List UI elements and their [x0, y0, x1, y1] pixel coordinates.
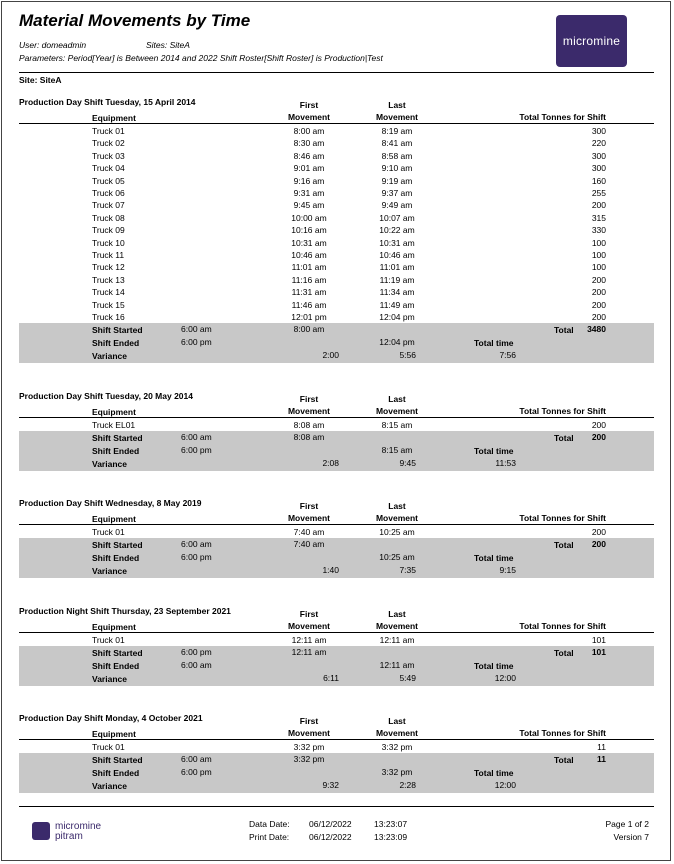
section-heading: Production Day Shift Monday, 4 October 2021 [19, 713, 203, 723]
shift-summary [19, 538, 654, 578]
shift-started-label: Shift Started [92, 540, 143, 551]
equipment-cell: Truck 10 [92, 237, 125, 248]
first-movement-cell: 8:30 am [293, 138, 325, 149]
equipment-cell: Truck 01 [92, 635, 125, 645]
equipment-cell: Truck 05 [92, 175, 125, 186]
shift-ended-value: 6:00 pm [181, 767, 212, 778]
total-tonnes: 3480 [587, 324, 606, 335]
print-time: 13:23:09 [374, 832, 408, 842]
last-movement-cell: 10:46 am [379, 250, 415, 260]
report-version: Version 7 [613, 832, 649, 842]
pitram-logo-line2: pitram [55, 831, 83, 842]
table-row [19, 150, 654, 162]
report-title: Material Movements by Time [19, 11, 251, 30]
last-movement-cell: 12:11 am [379, 635, 415, 645]
col-last-line2: Movement [375, 406, 419, 416]
first-movement-cell: 9:01 am [293, 163, 325, 174]
col-first-line1: First [299, 716, 319, 726]
tonnes-cell: 100 [591, 250, 606, 260]
total-tonnes: 200 [591, 539, 606, 550]
last-movement-cell: 8:15 am [381, 420, 413, 430]
total-tonnes: 11 [597, 754, 606, 765]
first-movement-cell: 3:32 pm [293, 742, 325, 752]
print-date-label: Print Date: [249, 832, 290, 842]
col-first-line2: Movement [287, 513, 331, 523]
section-heading: Production Day Shift Tuesday, 20 May 2014 [19, 391, 193, 401]
shift-started-label: Shift Started [92, 325, 143, 336]
tonnes-cell: 160 [591, 175, 606, 186]
equipment-cell: Truck 13 [92, 274, 125, 285]
equipment-cell: Truck 08 [92, 212, 125, 223]
shift-summary [19, 753, 654, 793]
equipment-cell: Truck 12 [92, 262, 125, 273]
col-last-line2: Movement [375, 728, 419, 738]
shift-ended-value: 6:00 pm [181, 552, 212, 563]
equipment-cell: Truck 14 [92, 287, 125, 298]
footer-divider [19, 806, 654, 807]
table-row [19, 274, 654, 286]
col-first-line2: Movement [287, 406, 331, 416]
table-row [19, 261, 654, 273]
table-row [19, 526, 654, 538]
table-row [19, 125, 654, 137]
total-time-value: 12:00 [494, 673, 516, 684]
shift-started-value: 6:00 am [181, 754, 212, 765]
last-movement-cell: 8:58 am [381, 150, 413, 161]
variance-first: 1:40 [322, 565, 339, 576]
col-first-line2: Movement [287, 112, 331, 122]
tonnes-cell: 200 [591, 312, 606, 322]
col-last-line1: Last [388, 394, 406, 404]
equipment-cell: Truck 07 [92, 200, 125, 211]
col-equipment: Equipment [92, 113, 136, 123]
col-first-line1: First [299, 609, 319, 619]
equipment-cell: Truck 16 [92, 312, 125, 322]
table-row [19, 419, 654, 431]
variance-label: Variance [92, 459, 127, 470]
tonnes-cell: 330 [591, 225, 606, 236]
shift-ended-label: Shift Ended [92, 553, 140, 564]
first-movement-cell: 9:16 am [293, 175, 325, 186]
first-movement-cell: 8:08 am [293, 420, 325, 430]
total-tonnes: 101 [591, 647, 606, 658]
col-last-line1: Last [388, 609, 406, 619]
last-movement-cell: 10:31 am [379, 237, 415, 248]
table-row [19, 237, 654, 249]
variance-last: 2:28 [399, 780, 416, 791]
shift-started-label: Shift Started [92, 433, 143, 444]
data-date-label: Data Date: [249, 819, 290, 829]
tonnes-cell: 220 [591, 138, 606, 149]
first-movement-cell: 10:31 am [291, 237, 327, 248]
col-tonnes: Total Tonnes for Shift [519, 513, 606, 523]
shift-ended-label: Shift Ended [92, 768, 140, 779]
variance-last: 7:35 [399, 565, 416, 576]
page-number: Page 1 of 2 [605, 819, 649, 829]
shift-summary [19, 323, 654, 363]
variance-label: Variance [92, 781, 127, 792]
first-movement-cell: 12:11 am [291, 635, 327, 645]
summary-first-movement: 7:40 am [293, 539, 325, 550]
total-label: Total [554, 755, 574, 766]
col-equipment: Equipment [92, 622, 136, 632]
last-movement-cell: 10:25 am [379, 527, 415, 537]
equipment-cell: Truck EL01 [92, 420, 136, 430]
last-movement-cell: 10:07 am [379, 212, 415, 223]
report-parameters: Parameters: Period[Year] is Between 2014 and 2022 Shift Roster[Shift Roster] is Production|Test [19, 53, 383, 63]
tonnes-cell: 255 [591, 188, 606, 198]
last-movement-cell: 9:19 am [381, 175, 413, 186]
last-movement-cell: 9:10 am [381, 163, 413, 174]
last-movement-cell: 11:49 am [379, 299, 415, 310]
table-row [19, 311, 654, 323]
col-equipment: Equipment [92, 407, 136, 417]
tonnes-cell: 200 [591, 200, 606, 211]
col-last-line2: Movement [375, 513, 419, 523]
shift-started-value: 6:00 pm [181, 647, 212, 658]
tonnes-cell: 300 [591, 163, 606, 174]
equipment-cell: Truck 15 [92, 299, 125, 310]
variance-last: 9:45 [399, 458, 416, 469]
summary-last-movement: 8:15 am [381, 445, 413, 456]
variance-first: 6:11 [323, 673, 339, 684]
tonnes-cell: 100 [591, 237, 606, 248]
first-movement-cell: 8:46 am [293, 150, 325, 161]
tonnes-cell: 11 [597, 742, 606, 752]
first-movement-cell: 11:01 am [291, 262, 327, 273]
col-first-line2: Movement [287, 728, 331, 738]
shift-summary [19, 646, 654, 686]
col-last-line2: Movement [375, 621, 419, 631]
first-movement-cell: 10:00 am [291, 212, 327, 223]
col-first-line1: First [299, 501, 319, 511]
first-movement-cell: 10:46 am [291, 250, 327, 260]
table-row [19, 299, 654, 311]
total-label: Total [554, 325, 574, 336]
column-header-rule [19, 417, 654, 418]
last-movement-cell: 11:01 am [379, 262, 415, 273]
tonnes-cell: 200 [591, 299, 606, 310]
col-equipment: Equipment [92, 514, 136, 524]
table-row [19, 212, 654, 224]
equipment-cell: Truck 09 [92, 225, 125, 236]
tonnes-cell: 101 [591, 635, 606, 645]
col-tonnes: Total Tonnes for Shift [519, 112, 606, 122]
summary-first-movement: 8:00 am [293, 324, 325, 335]
tonnes-cell: 200 [591, 287, 606, 298]
last-movement-cell: 3:32 pm [381, 742, 413, 752]
total-time-label: Total time [474, 446, 514, 457]
tonnes-cell: 300 [591, 126, 606, 136]
header-divider [19, 72, 654, 73]
tonnes-cell: 315 [591, 212, 606, 223]
equipment-cell: Truck 11 [92, 250, 125, 260]
variance-label: Variance [92, 351, 127, 362]
data-date: 06/12/2022 [309, 819, 352, 829]
variance-last: 5:49 [399, 673, 416, 684]
last-movement-cell: 8:19 am [381, 126, 413, 136]
column-header-rule [19, 739, 654, 740]
equipment-cell: Truck 06 [92, 188, 125, 198]
first-movement-cell: 12:01 pm [291, 312, 327, 322]
column-header-rule [19, 123, 654, 124]
shift-summary [19, 431, 654, 471]
tonnes-cell: 200 [591, 420, 606, 430]
last-movement-cell: 8:41 am [381, 138, 413, 149]
table-row [19, 249, 654, 261]
total-tonnes: 200 [591, 432, 606, 443]
equipment-cell: Truck 02 [92, 138, 125, 149]
last-movement-cell: 9:49 am [381, 200, 413, 211]
total-label: Total [554, 648, 574, 659]
section-heading: Production Night Shift Thursday, 23 September 2021 [19, 606, 231, 616]
summary-last-movement: 10:25 am [379, 552, 415, 563]
summary-first-movement: 8:08 am [293, 432, 325, 443]
tonnes-cell: 100 [591, 262, 606, 273]
equipment-cell: Truck 01 [92, 126, 125, 136]
shift-ended-label: Shift Ended [92, 338, 140, 349]
total-time-value: 11:53 [495, 458, 516, 469]
total-time-label: Total time [474, 661, 514, 672]
col-first-line2: Movement [287, 621, 331, 631]
tonnes-cell: 300 [591, 150, 606, 161]
section-heading: Production Day Shift Tuesday, 15 April 2014 [19, 97, 196, 107]
shift-ended-value: 6:00 pm [181, 445, 212, 456]
col-last-line1: Last [388, 716, 406, 726]
col-first-line1: First [299, 394, 319, 404]
table-row [19, 634, 654, 646]
last-movement-cell: 11:19 am [379, 274, 415, 285]
last-movement-cell: 10:22 am [379, 225, 415, 236]
total-time-value: 7:56 [499, 350, 516, 361]
summary-first-movement: 3:32 pm [293, 754, 325, 765]
data-time: 13:23:07 [374, 819, 408, 829]
shift-started-value: 6:00 am [181, 324, 212, 335]
first-movement-cell: 9:31 am [293, 188, 325, 198]
table-row [19, 286, 654, 298]
col-equipment: Equipment [92, 729, 136, 739]
first-movement-cell: 9:45 am [293, 200, 325, 211]
total-time-label: Total time [474, 338, 514, 349]
total-time-value: 12:00 [494, 780, 516, 791]
variance-label: Variance [92, 566, 127, 577]
summary-last-movement: 12:04 pm [379, 337, 415, 348]
micromine-logo: micromine [556, 15, 627, 67]
col-first-line1: First [299, 100, 319, 110]
shift-started-label: Shift Started [92, 648, 143, 659]
shift-ended-value: 6:00 am [181, 660, 212, 671]
first-movement-cell: 8:00 am [293, 126, 325, 136]
variance-label: Variance [92, 674, 127, 685]
shift-started-value: 6:00 am [181, 432, 212, 443]
total-label: Total [554, 433, 574, 444]
col-tonnes: Total Tonnes for Shift [519, 728, 606, 738]
equipment-cell: Truck 01 [92, 742, 125, 752]
pitram-logo-line1: micromine [55, 821, 102, 832]
site-heading: Site: SiteA [19, 75, 62, 85]
last-movement-cell: 11:34 am [379, 287, 415, 298]
table-row [19, 741, 654, 753]
variance-first: 2:08 [322, 458, 339, 469]
col-last-line2: Movement [375, 112, 419, 122]
variance-last: 5:56 [399, 350, 416, 361]
col-tonnes: Total Tonnes for Shift [519, 406, 606, 416]
table-row [19, 187, 654, 199]
equipment-cell: Truck 03 [92, 150, 125, 161]
last-movement-cell: 12:04 pm [379, 312, 415, 322]
report-user: User: domeadmin [19, 40, 87, 50]
equipment-cell: Truck 01 [92, 527, 125, 537]
pitram-logo-icon [32, 822, 50, 840]
print-date: 06/12/2022 [309, 832, 352, 842]
shift-started-label: Shift Started [92, 755, 143, 766]
shift-started-value: 6:00 am [181, 539, 212, 550]
shift-ended-value: 6:00 pm [181, 337, 212, 348]
table-row [19, 162, 654, 174]
col-last-line1: Last [388, 501, 406, 511]
tonnes-cell: 200 [591, 527, 606, 537]
first-movement-cell: 7:40 am [293, 527, 325, 537]
shift-ended-label: Shift Ended [92, 661, 140, 672]
tonnes-cell: 200 [591, 274, 606, 285]
equipment-cell: Truck 04 [92, 163, 125, 174]
variance-first: 9:32 [322, 780, 339, 791]
first-movement-cell: 11:46 am [291, 299, 327, 310]
total-time-label: Total time [474, 553, 514, 564]
first-movement-cell: 11:16 am [291, 274, 327, 285]
table-row [19, 224, 654, 236]
summary-last-movement: 12:11 am [379, 660, 415, 671]
total-label: Total [554, 540, 574, 551]
section-heading: Production Day Shift Wednesday, 8 May 2019 [19, 498, 202, 508]
column-header-rule [19, 632, 654, 633]
col-tonnes: Total Tonnes for Shift [519, 621, 606, 631]
report-sites: Sites: SiteA [146, 40, 190, 50]
last-movement-cell: 9:37 am [381, 188, 413, 198]
table-row [19, 199, 654, 211]
table-row [19, 175, 654, 187]
total-time-value: 9:15 [499, 565, 516, 576]
shift-ended-label: Shift Ended [92, 446, 140, 457]
first-movement-cell: 10:16 am [291, 225, 327, 236]
column-header-rule [19, 524, 654, 525]
variance-first: 2:00 [322, 350, 339, 361]
col-last-line1: Last [388, 100, 406, 110]
summary-first-movement: 12:11 am [291, 647, 327, 658]
pitram-logo-text [55, 822, 101, 842]
first-movement-cell: 11:31 am [291, 287, 327, 298]
summary-last-movement: 3:32 pm [381, 767, 413, 778]
total-time-label: Total time [474, 768, 514, 779]
table-row [19, 137, 654, 149]
